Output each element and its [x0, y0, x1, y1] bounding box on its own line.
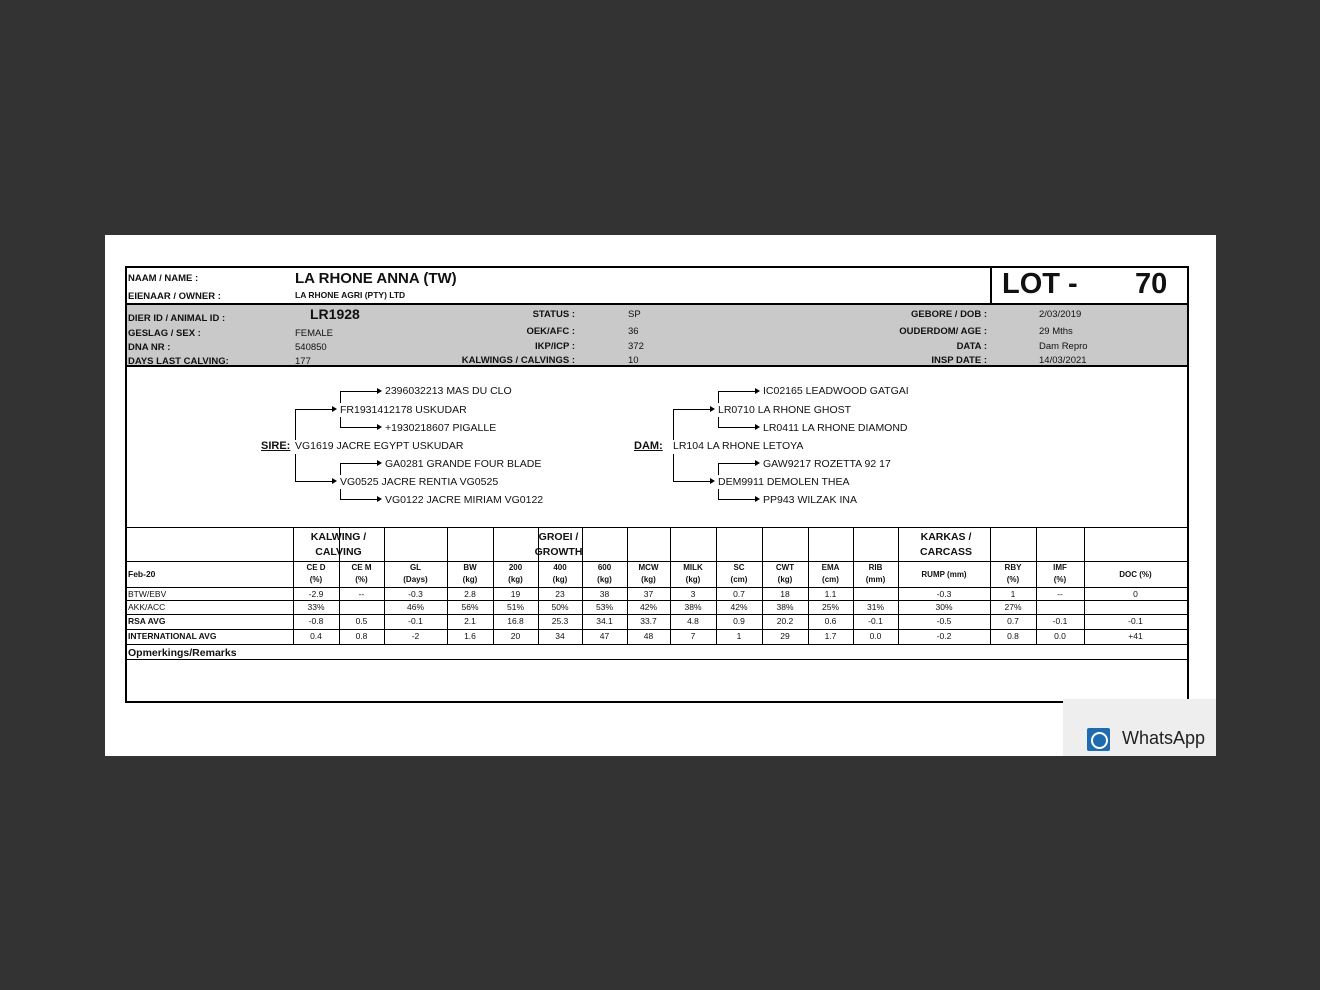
dd-connector-down: [718, 489, 719, 499]
table-cell: 30%: [935, 602, 953, 612]
sire-dam-name: VG0525 JACRE RENTIA VG0525: [340, 476, 499, 488]
afc-label: OEK/AFC :: [526, 326, 575, 337]
table-column-rule: [670, 528, 671, 644]
column-header: SC: [733, 563, 745, 572]
column-header: MILK: [683, 563, 703, 572]
column-header-unit: (%): [309, 575, 323, 584]
dam-dam-name: DEM9911 DEMOLEN THEA: [718, 476, 850, 488]
sire-sire-sire-name: 2396032213 MAS DU CLO: [385, 385, 512, 397]
table-cell: 0.9: [733, 616, 745, 626]
table-cell: 20: [510, 631, 521, 641]
dam-label: DAM:: [634, 440, 663, 452]
ss-connector-up: [340, 391, 341, 403]
table-column-rule: [1084, 528, 1085, 644]
arrow-icon: [710, 478, 715, 484]
column-header: 400: [553, 563, 567, 572]
dam-sire-name: LR0710 LA RHONE GHOST: [718, 404, 852, 416]
table-cell: -0.3: [408, 589, 423, 599]
dna-value: 540850: [295, 342, 327, 353]
sire-connector-up: [295, 409, 296, 440]
animal-id-label: DIER ID / ANIMAL ID :: [128, 313, 226, 324]
table-column-rule: [716, 528, 717, 644]
column-header-unit: (kg): [777, 575, 793, 584]
table-cell: 1.7: [824, 631, 837, 641]
table-cell: -0.8: [308, 616, 324, 626]
table-cell: 51%: [506, 602, 524, 612]
sire-connector-down: [295, 454, 296, 481]
table-cell: 0.8: [355, 631, 368, 641]
table-column-rule: [762, 528, 763, 644]
table-cell: 19: [510, 589, 521, 599]
arrow-icon: [377, 496, 382, 502]
arrow-icon: [332, 406, 337, 412]
table-cell: 1: [1010, 589, 1016, 599]
ds-connector-down-h: [718, 427, 756, 428]
animal-id: LR1928: [310, 306, 360, 322]
animal-name: LA RHONE ANNA (TW): [295, 270, 457, 287]
arrow-icon: [755, 424, 760, 430]
ds-connector-up-h: [718, 391, 756, 392]
sex-value: FEMALE: [295, 328, 334, 339]
column-header: MCW: [638, 563, 659, 572]
dam-sire-dam-name: LR0411 LA RHONE DIAMOND: [763, 422, 908, 434]
arrow-icon: [377, 388, 382, 394]
column-header: RBY: [1004, 563, 1022, 572]
table-cell: 2.8: [464, 589, 476, 599]
table-cell: -0.2: [936, 631, 952, 641]
sex-label: GESLAG / SEX :: [128, 328, 201, 339]
column-header-unit: (%): [1053, 575, 1067, 584]
sire-connector-down-h: [295, 481, 333, 482]
column-header-unit: (kg): [597, 575, 612, 584]
column-header: IMF: [1053, 563, 1067, 572]
table-cell: 20.2: [776, 616, 794, 626]
table-cell: 7: [690, 631, 696, 641]
table-cell: 0: [1133, 589, 1138, 599]
table-cell: 3: [690, 589, 696, 599]
table-rule: [127, 587, 1187, 588]
table-rule: [127, 644, 1187, 645]
insp-date-label: INSP DATE :: [931, 355, 987, 366]
column-header-unit: (cm): [822, 575, 839, 584]
ds-connector-down: [718, 417, 719, 427]
column-header-unit: (cm): [730, 575, 748, 584]
table-rule: [127, 629, 1187, 630]
table-cell: 25%: [821, 602, 839, 612]
sire-sire-name: FR1931412178 USKUDAR: [340, 404, 467, 416]
row-label: AKK/ACC: [128, 602, 166, 612]
status-value: SP: [628, 309, 641, 320]
arrow-icon: [755, 496, 760, 502]
table-cell: -0.1: [1128, 616, 1143, 626]
table-cell: 34: [555, 631, 565, 641]
table-cell: 1.1: [824, 589, 837, 599]
dam-connector-down: [673, 454, 674, 481]
table-cell: 4.8: [687, 616, 699, 626]
whatsapp-icon: [1087, 728, 1110, 751]
column-header: 600: [597, 563, 612, 572]
table-cell: 0.4: [310, 631, 322, 641]
ss-connector-up-h: [340, 391, 378, 392]
table-cell: --: [358, 589, 365, 599]
icp-label: IKP/ICP :: [535, 341, 575, 352]
dd-connector-up: [718, 463, 719, 475]
column-header: 200: [508, 563, 523, 572]
column-header-unit: (kg): [641, 575, 656, 584]
column-header-unit: (kg): [462, 575, 478, 584]
age-label: OUDERDOM/ AGE :: [899, 326, 987, 337]
remarks-label: Opmerkings/Remarks: [128, 647, 237, 659]
table-cell: 33%: [307, 602, 325, 612]
table-rule: [127, 614, 1187, 615]
table-cell: 48: [643, 631, 654, 641]
column-header: CE D: [306, 563, 326, 572]
table-cell: -0.5: [936, 616, 952, 626]
table-cell: -0.1: [868, 616, 883, 626]
table-cell: 1.6: [464, 631, 476, 641]
carcass-group-header: CARCASS: [920, 546, 972, 558]
sire-dam-sire-name: GA0281 GRANDE FOUR BLADE: [385, 458, 542, 470]
dam-connector-up: [673, 409, 674, 440]
row-label: BTW/EBV: [128, 589, 167, 599]
sd-connector-down-h: [340, 499, 378, 500]
table-cell: 0.7: [1007, 616, 1019, 626]
table-cell: 50%: [551, 602, 569, 612]
dd-connector-up-h: [718, 463, 756, 464]
table-cell: 29: [780, 631, 790, 641]
table-cell: 27%: [1004, 602, 1022, 612]
calving-group-header: CALVING: [315, 546, 362, 558]
data-value: Dam Repro: [1039, 341, 1088, 352]
owner-label: EIENAAR / OWNER :: [128, 291, 221, 302]
dam-dam-sire-name: GAW9217 ROZETTA 92 17: [763, 458, 891, 470]
calving-group-header: KALWING /: [310, 531, 367, 543]
ss-connector-down-h: [340, 427, 378, 428]
dd-connector-down-h: [718, 499, 756, 500]
carcass-group-header: KARKAS /: [920, 531, 972, 543]
days-last-calving-value: 177: [295, 356, 311, 367]
lot-label: LOT -: [1002, 268, 1078, 300]
dam-name: LR104 LA RHONE LETOYA: [673, 440, 804, 452]
table-cell: +41: [1128, 631, 1143, 641]
pedigree-section: [127, 367, 1187, 527]
table-cell: -0.3: [936, 589, 952, 599]
dam-connector-down-h: [673, 481, 711, 482]
table-cell: 23: [555, 589, 565, 599]
table-cell: 47: [599, 631, 610, 641]
whatsapp-button[interactable]: [1063, 699, 1216, 756]
dam-dam-dam-name: PP943 WILZAK INA: [763, 494, 857, 506]
table-cell: 34.1: [596, 616, 613, 626]
whatsapp-label: WhatsApp: [1122, 728, 1206, 748]
table-cell: -0.1: [408, 616, 423, 626]
column-header-unit: (kg): [685, 575, 701, 584]
column-header-unit: (mm): [865, 575, 886, 584]
row-label: RSA AVG: [128, 616, 166, 626]
sheet-header: [127, 268, 1187, 303]
dam-connector-up-h: [673, 409, 711, 410]
table-cell: 2.1: [464, 616, 476, 626]
owner-value: LA RHONE AGRI (PTY) LTD: [295, 290, 406, 300]
column-header: GL: [409, 563, 422, 572]
column-header: EMA: [821, 563, 840, 572]
sire-dam-dam-name: VG0122 JACRE MIRIAM VG0122: [385, 494, 544, 506]
table-cell: 0.0: [1054, 631, 1066, 641]
age-value: 29 Mths: [1039, 326, 1073, 337]
table-cell: -2: [411, 631, 420, 641]
column-header-unit: (kg): [552, 575, 568, 584]
lot-sheet: [125, 266, 1189, 703]
table-cell: 1: [736, 631, 742, 641]
insp-date-value: 14/03/2021: [1039, 355, 1087, 366]
arrow-icon: [332, 478, 337, 484]
table-cell: -2.9: [308, 589, 324, 599]
sire-label: SIRE:: [261, 440, 291, 452]
table-cell: 56%: [461, 602, 479, 612]
column-header-unit: (Days): [403, 575, 428, 584]
sire-name: VG1619 JACRE EGYPT USKUDAR: [295, 440, 464, 452]
table-cell: 31%: [866, 602, 884, 612]
calvings-label: KALWINGS / CALVINGS :: [461, 355, 575, 366]
table-cell: --: [1057, 589, 1063, 599]
column-header: RUMP (mm): [921, 570, 967, 579]
table-cell: 18: [780, 589, 790, 599]
arrow-icon: [710, 406, 715, 412]
status-label: STATUS :: [532, 309, 575, 320]
arrow-icon: [755, 460, 760, 466]
arrow-icon: [377, 460, 382, 466]
table-cell: 38%: [776, 602, 794, 612]
table-cell: 33.7: [640, 616, 657, 626]
document-page: [105, 235, 1216, 756]
column-header-unit: (kg): [508, 575, 523, 584]
dob-label: GEBORE / DOB :: [910, 309, 987, 320]
table-cell: 0.8: [1007, 631, 1019, 641]
column-header: CWT: [775, 563, 795, 572]
table-cell: 25.3: [551, 616, 569, 626]
arrow-icon: [755, 388, 760, 394]
details-band: [127, 303, 1187, 367]
table-cell: 0.7: [733, 589, 745, 599]
table-cell: 16.8: [507, 616, 524, 626]
table-cell: 42%: [639, 602, 657, 612]
column-header: CE M: [351, 563, 372, 572]
table-cell: 38: [599, 589, 610, 599]
afc-value: 36: [628, 326, 639, 337]
dob-value: 2/03/2019: [1039, 309, 1082, 320]
lot-number: 70: [1135, 268, 1168, 300]
sire-sire-dam-name: +1930218607 PIGALLE: [385, 422, 497, 434]
table-cell: 0.0: [869, 631, 882, 641]
column-header-unit: (%): [1006, 575, 1020, 584]
column-header: RIB: [868, 563, 883, 572]
name-label: NAAM / NAME :: [128, 273, 199, 284]
sire-connector-up-h: [295, 409, 333, 410]
table-column-rule: [384, 528, 385, 644]
icp-value: 372: [628, 341, 644, 352]
calvings-value: 10: [628, 355, 639, 366]
remarks-rule: [127, 659, 1187, 660]
sd-connector-up: [340, 463, 341, 475]
table-cell: 53%: [595, 602, 613, 612]
dna-label: DNA NR :: [128, 342, 171, 353]
sd-connector-down: [340, 489, 341, 499]
ss-connector-down: [340, 417, 341, 427]
table-cell: -0.1: [1052, 616, 1068, 626]
lot-box: [990, 268, 1187, 303]
date-label: Feb-20: [128, 569, 156, 579]
table-cell: 37: [643, 589, 654, 599]
ebv-table: [127, 527, 1187, 646]
days-last-calving-label: DAYS LAST CALVING:: [128, 356, 229, 367]
growth-group-header: GROWTH: [534, 546, 583, 558]
dam-sire-sire-name: IC02165 LEADWOOD GATGAI: [763, 385, 909, 397]
column-header-unit: (%): [355, 575, 368, 584]
arrow-icon: [377, 424, 382, 430]
table-cell: 42%: [730, 602, 748, 612]
column-header: BW: [463, 563, 477, 572]
table-cell: 0.5: [355, 616, 368, 626]
sd-connector-up-h: [340, 463, 378, 464]
table-cell: 0.6: [824, 616, 837, 626]
table-cell: 46%: [406, 602, 424, 612]
row-label: INTERNATIONAL AVG: [128, 631, 217, 641]
ds-connector-up: [718, 391, 719, 403]
data-label: DATA :: [956, 341, 987, 352]
table-rule: [127, 600, 1187, 601]
column-header: DOC (%): [1119, 570, 1152, 579]
growth-group-header: GROEI /: [538, 531, 579, 543]
table-cell: 38%: [684, 602, 702, 612]
